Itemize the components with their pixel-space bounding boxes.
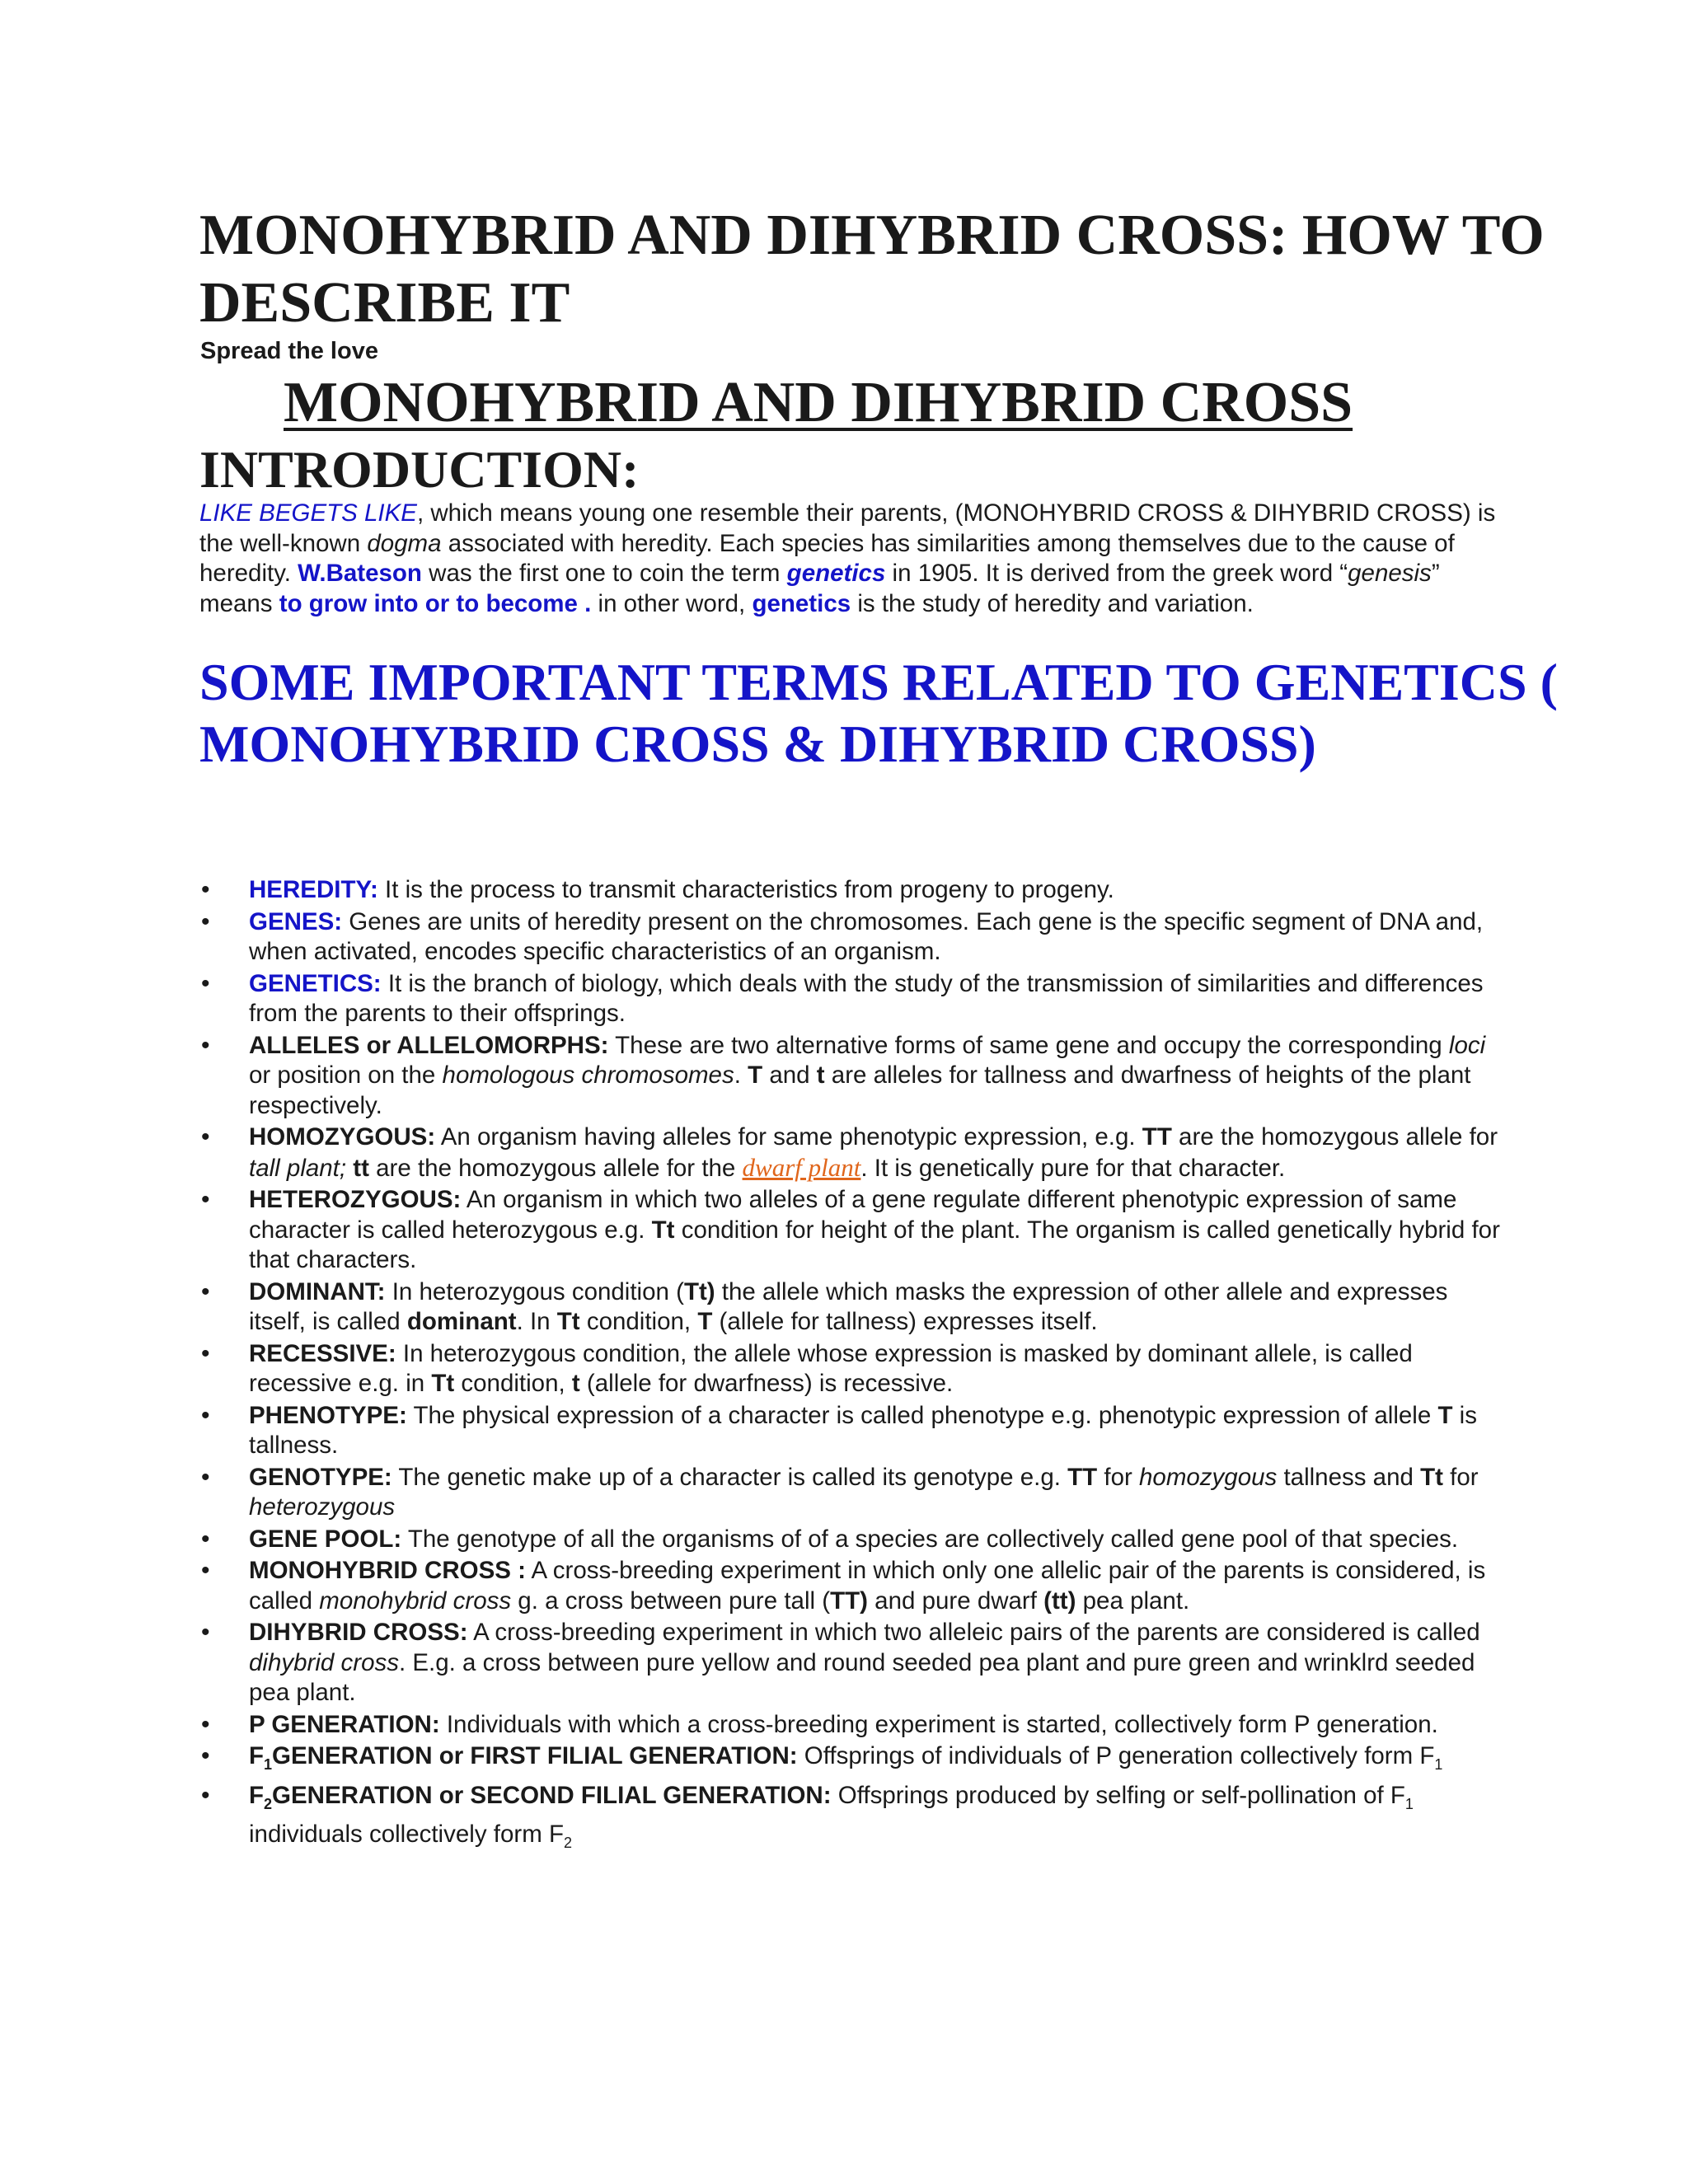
subscript: 2 <box>264 1796 273 1813</box>
term-label: HETEROZYGOUS: <box>249 1186 462 1213</box>
term-label: ALLELES or ALLELOMORPHS: <box>249 1031 609 1059</box>
term-text: is tallness. <box>249 1401 1477 1459</box>
term-text: Tt <box>556 1308 580 1335</box>
term-text: homozygous <box>1139 1463 1278 1491</box>
term-label: GENOTYPE: <box>249 1463 392 1491</box>
term-text: (allele for dwarfness) is recessive. <box>579 1370 954 1397</box>
term-label: GENETICS: <box>249 969 382 997</box>
term-text: The physical expression of a character is called phenotype e.g. phenotypic expression of allele <box>406 1401 1438 1429</box>
list-item-genes <box>249 907 1502 968</box>
term-text: condition for height of the plant. The organism is called genetically hybrid for that characters. <box>249 1216 1500 1273</box>
term-text: t <box>571 1370 580 1397</box>
terms-heading: SOME IMPORTANT TERMS RELATED TO GENETICS ( MONOHYBRID CROSS & DIHYBRID CROSS) <box>199 653 1558 773</box>
intro-dogma: dogma <box>367 529 442 557</box>
list-item-f2-generation <box>249 1781 1502 1858</box>
term-label-part: F <box>249 1742 265 1769</box>
term-text: and <box>762 1062 817 1089</box>
term-text: pea plant. <box>1076 1586 1190 1615</box>
intro-text: , which means young one resemble their parents, (MONOHYBRID CROSS & DIHYBRID CROSS) is the well-known <box>199 499 1496 557</box>
list-item-monohybrid-cross <box>249 1556 1502 1616</box>
term-text: Tt <box>1420 1463 1443 1491</box>
term-text: condition, <box>579 1308 698 1335</box>
intro-text: was the first one to coin the term <box>421 560 787 587</box>
term-label: MONOHYBRID CROSS : <box>249 1557 526 1584</box>
list-item-heredity <box>249 875 1502 906</box>
term-text: T <box>1437 1401 1453 1429</box>
term-text: A cross-breeding experiment in which only one allelic pair of the parents is considered, is called <box>249 1557 1486 1615</box>
term-label <box>249 1782 832 1813</box>
term-text: are alleles for tallness and dwarfness of heights of the plant respectively. <box>249 1062 1471 1119</box>
term-text: . It is genetically pure for that character. <box>860 1154 1286 1182</box>
term-text: tt <box>353 1154 369 1182</box>
term-label: DOMINANT: <box>249 1277 386 1305</box>
term-text: homologous chromosomes <box>442 1062 734 1089</box>
term-text: In heterozygous condition ( <box>385 1277 684 1305</box>
term-text: . E.g. a cross between pure yellow and round seeded pea plant and pure green and wrinklrd seeded pea plant. <box>249 1648 1475 1706</box>
intro-genetics-term-2: genetics <box>752 589 851 617</box>
intro-text: in other word, <box>591 589 753 617</box>
term-text: Offsprings of individuals of P generation collectively form F <box>797 1742 1435 1769</box>
term-text: TT) <box>830 1586 868 1615</box>
term-text: An organism in which two alleles of a gene regulate different phenotypic expression of same character is called heterozygous e.g. <box>249 1186 1457 1244</box>
intro-text: associated with heredity. Each species has similarities among themselves due to the cause of heredity. <box>199 529 1455 587</box>
term-text: are the homozygous allele for the <box>368 1154 743 1182</box>
subscript: 1 <box>1434 1755 1443 1773</box>
term-text: and pure dwarf <box>867 1586 1044 1615</box>
term-text: the allele which masks the expression of other allele and expresses itself, is called <box>249 1277 1448 1335</box>
list-item-gene-pool <box>249 1525 1502 1555</box>
term-label: HOMOZYGOUS: <box>249 1123 436 1151</box>
term-label-part: GENERATION or SECOND FILIAL GENERATION: <box>272 1782 832 1810</box>
list-item-p-generation <box>249 1710 1502 1741</box>
term-text: Tt <box>651 1216 675 1244</box>
term-text: or position on the <box>249 1062 443 1089</box>
terms-list <box>249 875 1502 1859</box>
term-text: It is the process to transmit characteristics from progeny to progeny. <box>377 876 1114 903</box>
intro-genetics-term: genetics <box>786 560 886 587</box>
spread-the-love-label: Spread the love <box>200 338 378 364</box>
list-item-genotype <box>249 1463 1502 1523</box>
term-text: A cross-breeding experiment in which two alleleic pairs of the parents are considered is called <box>467 1619 1480 1646</box>
term-text: condition, <box>454 1370 572 1397</box>
term-text: (allele for tallness) expresses itself. <box>712 1308 1098 1335</box>
term-text: tallness and <box>1277 1463 1421 1491</box>
list-item-homozygous <box>249 1122 1502 1183</box>
term-text: for <box>1097 1463 1139 1491</box>
term-label <box>249 1742 798 1773</box>
list-item-f1-generation <box>249 1741 1502 1779</box>
term-text: (tt) <box>1043 1586 1076 1615</box>
intro-text: ” means <box>199 560 1440 617</box>
term-label-part: GENERATION or FIRST FILIAL GENERATION: <box>272 1742 798 1769</box>
term-text: g. a cross between pure tall ( <box>511 1586 831 1615</box>
list-item-dominant <box>249 1277 1502 1338</box>
term-text: . In <box>516 1308 557 1335</box>
dwarf-plant-link[interactable]: dwarf plant <box>742 1152 861 1182</box>
list-item-genetics <box>249 969 1502 1029</box>
term-label: DIHYBRID CROSS: <box>249 1619 468 1646</box>
term-label: RECESSIVE: <box>249 1339 396 1367</box>
term-label: PHENOTYPE: <box>249 1401 407 1429</box>
introduction-heading: INTRODUCTION: <box>199 440 640 499</box>
term-text: Genes are units of heredity present on the chromosomes. Each gene is the specific segment of DNA and, when activated, encodes specific characteristics of an organism. <box>249 907 1484 965</box>
list-item-alleles <box>249 1031 1502 1122</box>
subscript: 1 <box>1404 1796 1414 1813</box>
term-text: TT <box>1142 1123 1172 1151</box>
term-text: tall plant; <box>249 1154 347 1182</box>
term-text: Offsprings produced by selfing or self-pollination of F <box>831 1782 1405 1810</box>
term-text: These are two alternative forms of same gene and occupy the corresponding <box>608 1031 1449 1059</box>
introduction-paragraph <box>199 499 1502 619</box>
term-text: . <box>734 1062 748 1089</box>
list-item-heterozygous <box>249 1185 1502 1276</box>
term-text: An organism having alleles for same phenotypic expression, e.g. <box>435 1123 1142 1151</box>
subtitle: MONOHYBRID AND DIHYBRID CROSS <box>284 371 1353 434</box>
list-item-dihybrid-cross <box>249 1618 1502 1708</box>
intro-text: in 1905. It is derived from the greek word “ <box>885 560 1348 587</box>
term-label-part: F <box>249 1782 265 1810</box>
page-title: MONOHYBRID AND DIHYBRID CROSS: HOW TO DESCRIBE IT <box>199 204 1545 335</box>
term-label: GENES: <box>249 907 343 935</box>
term-text: It is the branch of biology, which deals with the study of the transmission of similarities and differences from the parents to their offsprings. <box>249 969 1484 1027</box>
term-text: The genotype of all the organisms of of a species are collectively called gene pool of that species. <box>401 1525 1459 1553</box>
subscript: 1 <box>264 1755 273 1773</box>
like-begets-like-text: LIKE BEGETS LIKE <box>199 499 417 527</box>
term-text: Individuals with which a cross-breeding experiment is started, collectively form P generation. <box>439 1710 1438 1738</box>
term-text: heterozygous <box>249 1493 396 1521</box>
term-text: t <box>816 1062 825 1089</box>
list-item-recessive <box>249 1339 1502 1399</box>
term-text: dihybrid cross <box>249 1648 399 1676</box>
list-item-phenotype <box>249 1401 1502 1461</box>
term-text: are the homozygous allele for <box>1171 1123 1498 1151</box>
term-text: Tt <box>431 1370 455 1397</box>
term-text: The genetic make up of a character is called its genotype e.g. <box>392 1463 1068 1491</box>
intro-bateson: W.Bateson <box>298 560 422 587</box>
intro-genesis: genesis <box>1348 560 1432 587</box>
term-text: Tt) <box>683 1277 715 1305</box>
subscript: 2 <box>564 1834 573 1851</box>
intro-text: is the study of heredity and variation. <box>851 589 1254 617</box>
term-text: dominant <box>406 1308 517 1335</box>
intro-meaning: to grow into or to become . <box>279 589 592 617</box>
term-text: TT <box>1067 1463 1098 1491</box>
term-text: T <box>748 1062 763 1089</box>
term-label: P GENERATION: <box>249 1710 440 1738</box>
term-label: GENE POOL: <box>249 1525 402 1553</box>
term-text: loci <box>1448 1031 1486 1059</box>
term-label: HEREDITY: <box>249 876 378 903</box>
term-text: T <box>697 1308 713 1335</box>
term-text: In heterozygous condition, the allele whose expression is masked by dominant allele, is called recessive e.g. in <box>249 1339 1413 1397</box>
term-text: individuals collectively form F <box>249 1820 564 1848</box>
term-text: monohybrid cross <box>319 1586 512 1615</box>
term-text: for <box>1442 1463 1479 1491</box>
